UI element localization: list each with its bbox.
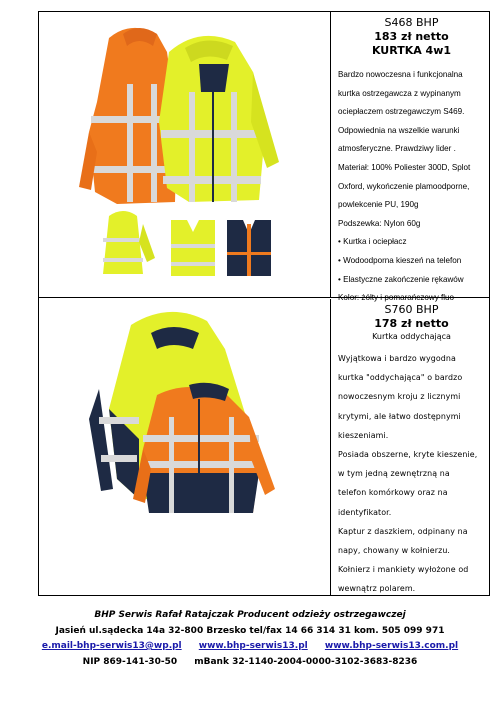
description-line: ociepłaczem ostrzegawczym S469. bbox=[338, 107, 465, 117]
company-name: BHP Serwis Rafał Ratajczak Producent odzieży ostrzegawczej bbox=[94, 610, 406, 620]
description-line: kurtka "oddychająca" o bardzo bbox=[338, 373, 463, 383]
description-line: Wyjątkowa i bardzo wygodna bbox=[338, 354, 456, 363]
product-name: Kurtka oddychająca bbox=[372, 332, 451, 341]
product-row-s760 bbox=[39, 299, 489, 596]
contact-links bbox=[0, 639, 500, 655]
description-line: w tym jedną zewnętrzną na bbox=[338, 469, 450, 479]
product-info-s760 bbox=[332, 299, 489, 596]
description-line: kurtka ostrzegawcza z wypinanym bbox=[338, 88, 461, 98]
company-footer bbox=[0, 608, 500, 670]
product-description bbox=[338, 349, 485, 599]
website-link[interactable]: www.bhp-serwis13.pl bbox=[198, 641, 308, 651]
color-line: Kolor: żółty i pomarańczowy fluo bbox=[338, 293, 455, 303]
description-line: Posiada obszerne, kryte kieszenie, bbox=[338, 450, 478, 460]
description-line: napy, chowany w kołnierzu. bbox=[338, 546, 451, 556]
product-price: 183 zł netto bbox=[374, 30, 449, 43]
description-line: telefon komórkowy oraz na bbox=[338, 488, 448, 498]
product-image-cell bbox=[39, 299, 331, 596]
description-line: Odpowiednia na wszelkie warunki bbox=[338, 125, 460, 135]
description-line: Podszewka: Nylon 60g bbox=[338, 218, 421, 228]
website-link-com[interactable]: www.bhp-serwis13.com.pl bbox=[324, 641, 459, 651]
bank-account: mBank 32-1140-2004-0000-3102-3683-8236 bbox=[194, 656, 418, 667]
description-line: Oxford, wykończenie plamoodporne, bbox=[338, 181, 470, 191]
product-image-cell bbox=[39, 12, 331, 297]
product-catalog bbox=[38, 11, 490, 596]
thumbnail-liner-image bbox=[227, 220, 271, 276]
description-line: identyfikator. bbox=[338, 507, 392, 517]
product-name: KURTKA 4w1 bbox=[371, 44, 452, 57]
product-code: S468 BHP bbox=[384, 16, 439, 29]
product-description bbox=[338, 66, 485, 308]
product-row-s468 bbox=[39, 12, 489, 303]
feature-bullet: • Wodoodporna kieszeń na telefon bbox=[338, 255, 462, 265]
feature-bullet: • Kurtka i ociepłacz bbox=[338, 237, 407, 247]
email-link[interactable]: e.mail-bhp-serwis13@wp.pl bbox=[41, 641, 182, 651]
breathable-jacket-illustration bbox=[39, 299, 329, 596]
yellow-jacket-image bbox=[159, 36, 279, 202]
product-price: 178 zł netto bbox=[374, 317, 449, 330]
description-line: Kołnierz i mankiety wyłożone od bbox=[338, 565, 469, 575]
jacket-4w1-illustration bbox=[39, 12, 329, 298]
thumbnail-jacket-image bbox=[103, 211, 155, 274]
description-line: powlekcenie PU, 190g bbox=[338, 200, 419, 210]
nip-number: NIP 869-141-30-50 bbox=[82, 656, 178, 667]
description-line: nowoczesnym kroju z licznymi bbox=[338, 392, 461, 402]
thumbnail-vest-image bbox=[171, 220, 215, 276]
description-line: krytymi, ale łatwo dostępnymi bbox=[338, 411, 461, 421]
product-info-s468 bbox=[332, 12, 489, 303]
description-line: Kaptur z daszkiem, odpinany na bbox=[338, 526, 468, 536]
feature-bullet: • Elastyczne zakończenie rękawów bbox=[338, 274, 464, 284]
description-line: Bardzo nowoczesna i funkcjonalna bbox=[338, 70, 463, 79]
description-line: atmosferyczne. Prawdziwy lider . bbox=[338, 144, 456, 154]
product-code: S760 BHP bbox=[384, 303, 439, 316]
company-registration bbox=[0, 655, 500, 671]
description-line: Materiał: 100% Poliester 300D, Splot bbox=[338, 162, 471, 172]
description-line: kieszeniami. bbox=[338, 430, 389, 440]
description-line: wewnątrz polarem. bbox=[338, 584, 416, 594]
company-address: Jasień ul.sądecka 14a 32-800 Brzesko tel/fax 14 66 314 31 kom. 505 099 971 bbox=[55, 625, 445, 636]
